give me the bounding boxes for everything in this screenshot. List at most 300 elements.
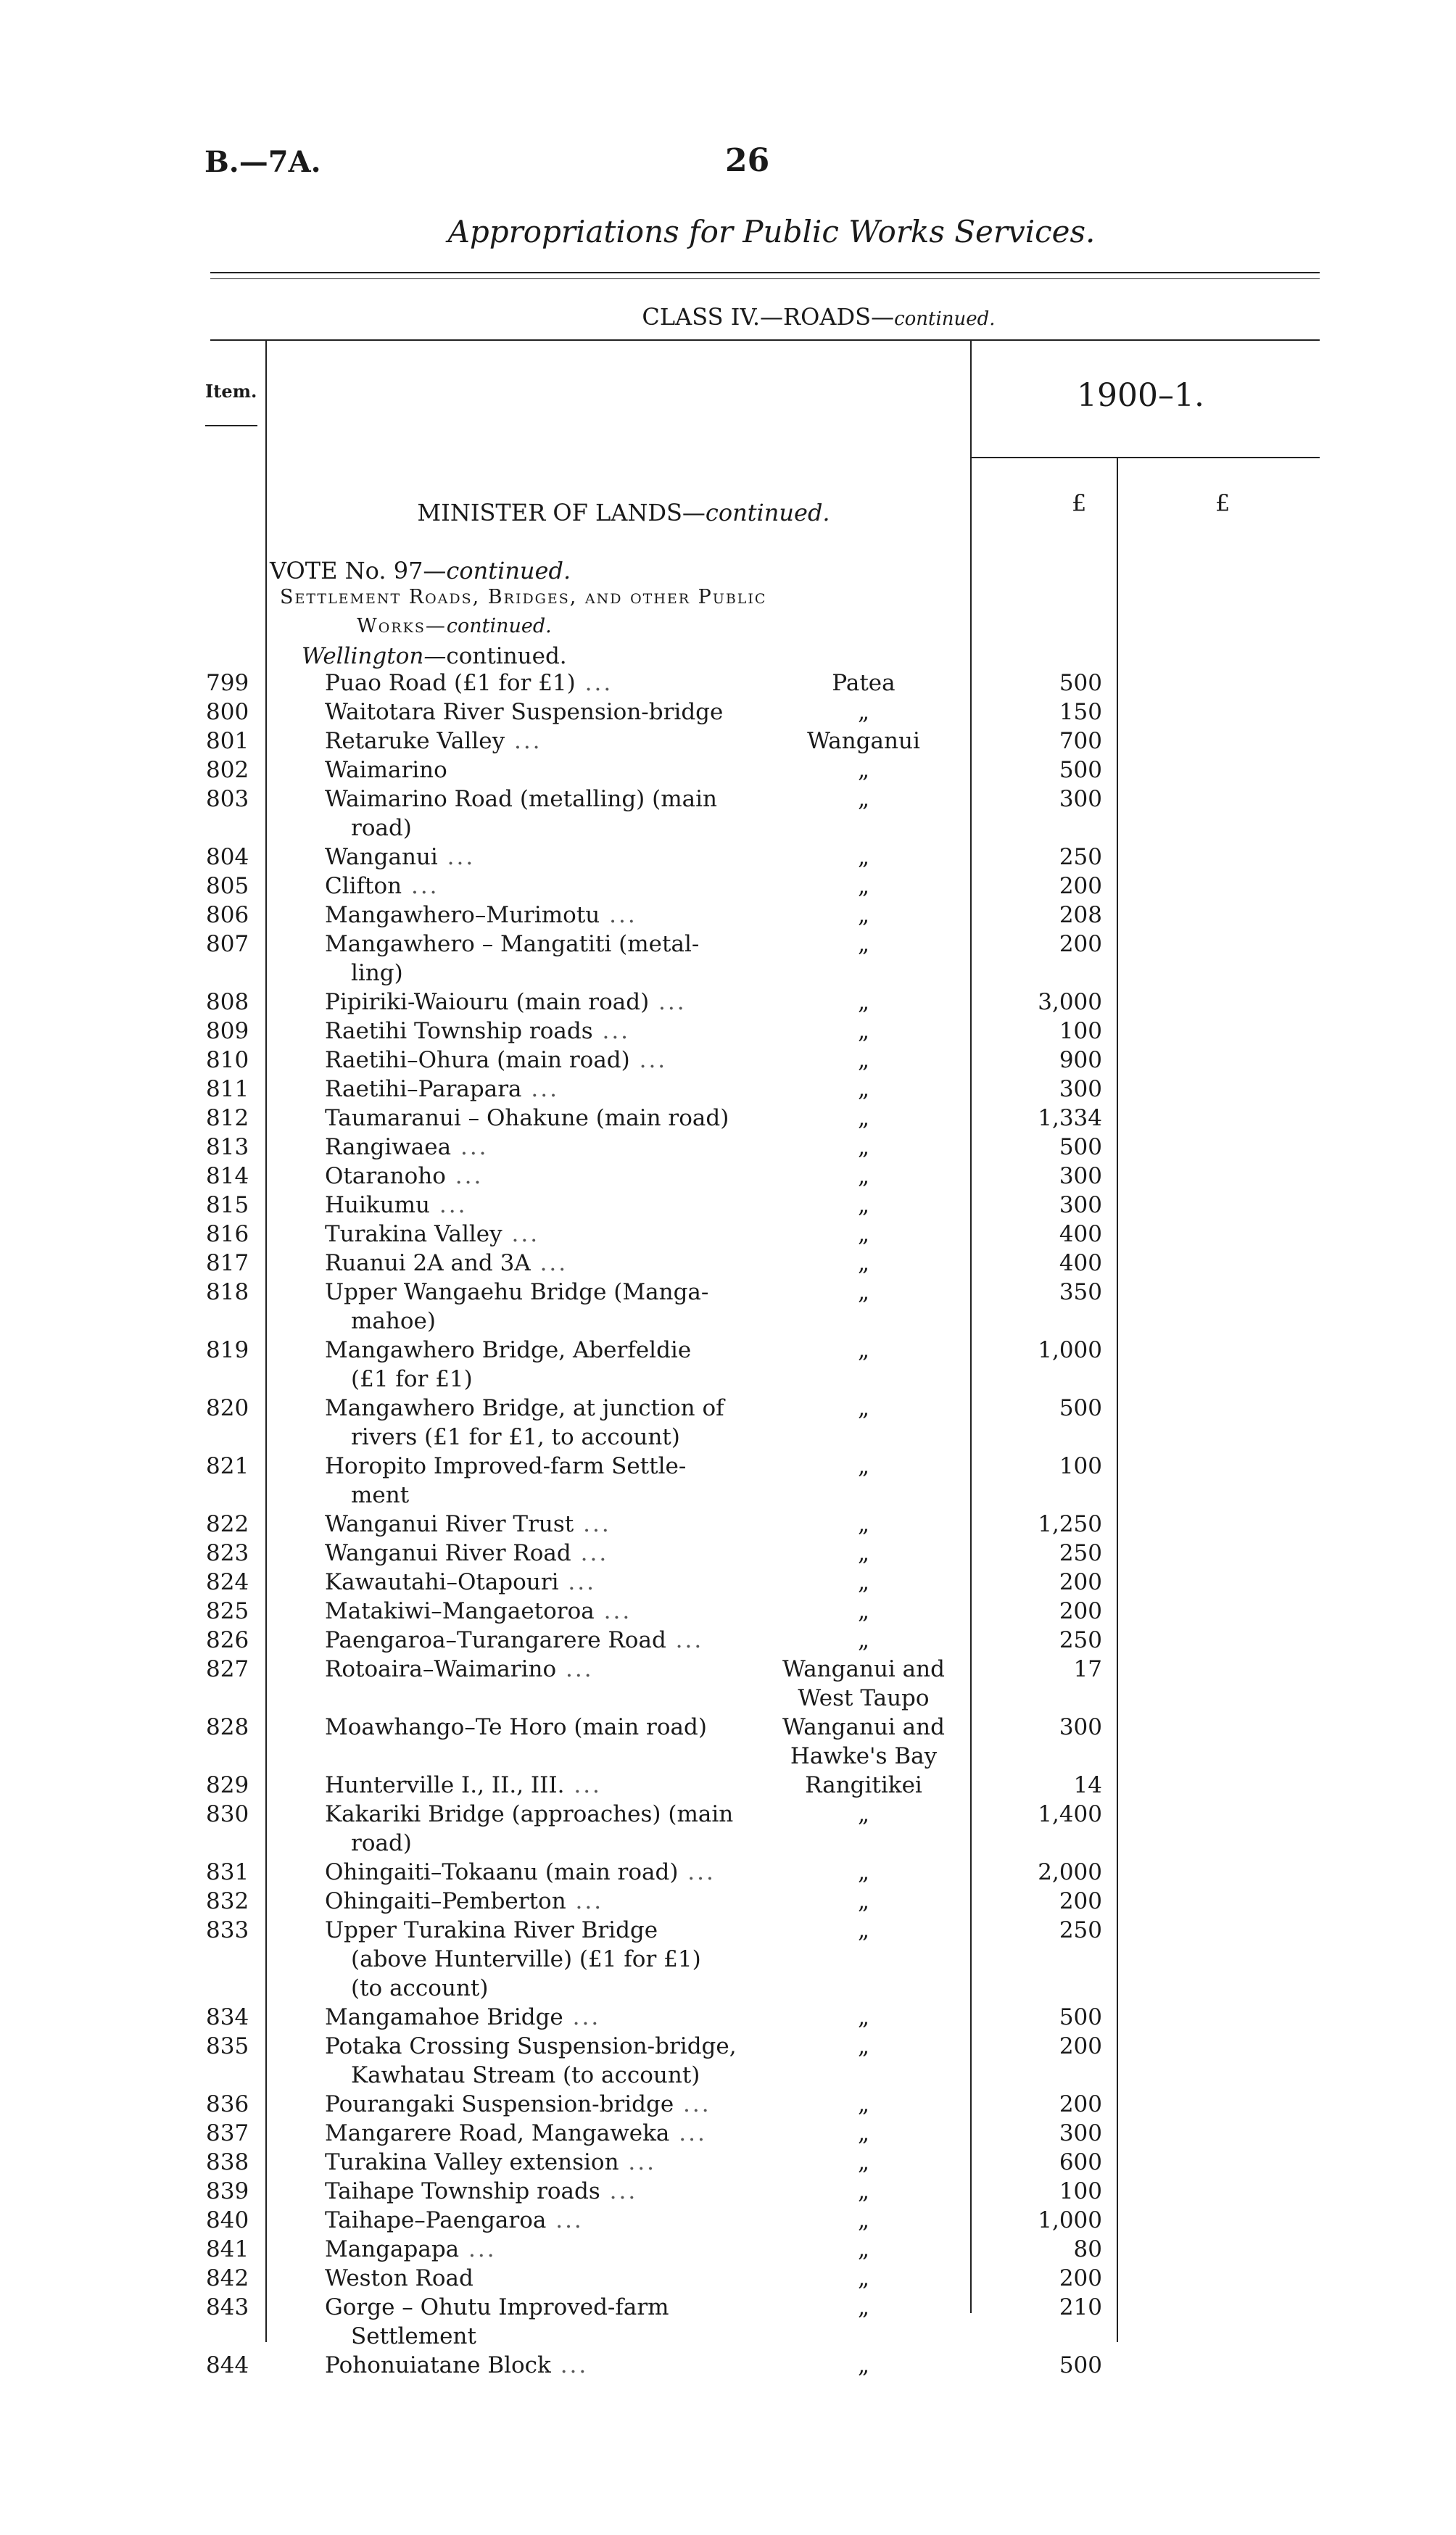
item-number: 815 bbox=[206, 1192, 249, 1218]
amount: 350 bbox=[1059, 1279, 1102, 1305]
district-line: „ bbox=[857, 2149, 870, 2175]
district-line: „ bbox=[857, 2033, 870, 2059]
description-line: Ohingaiti–Pemberton bbox=[325, 1888, 566, 1914]
district bbox=[769, 1104, 959, 1133]
district-line: „ bbox=[857, 1540, 870, 1566]
district bbox=[769, 2351, 959, 2380]
district bbox=[769, 2032, 959, 2061]
item-description bbox=[325, 1336, 767, 1394]
year-underline bbox=[970, 457, 1320, 458]
leader-dots: ... bbox=[669, 2120, 707, 2146]
report-code: B.—7A. bbox=[204, 145, 321, 179]
district bbox=[769, 1916, 959, 1945]
item-description bbox=[325, 2119, 767, 2148]
district bbox=[769, 1336, 959, 1365]
item-description bbox=[325, 1452, 767, 1510]
leader-dots: ... bbox=[674, 2091, 711, 2117]
leader-dots: ... bbox=[592, 1018, 631, 1044]
description-line: Mangawhero Bridge, at junction of bbox=[325, 1395, 724, 1421]
district bbox=[769, 1278, 959, 1307]
leader-dots: ... bbox=[550, 2352, 589, 2378]
amount: 200 bbox=[1059, 873, 1102, 899]
description-line: Weston Road bbox=[325, 2265, 473, 2291]
amount: 208 bbox=[1059, 902, 1102, 928]
description-line: Ruanui 2A and 3A bbox=[325, 1250, 531, 1276]
description-line: Paengaroa–Turangarere Road bbox=[325, 1627, 666, 1653]
district-line: „ bbox=[857, 786, 870, 812]
item-number: 822 bbox=[206, 1511, 249, 1537]
district-line: „ bbox=[857, 1917, 870, 1943]
description-line: Waitotara River Suspension-bridge bbox=[325, 699, 724, 725]
item-description bbox=[325, 2032, 767, 2090]
district bbox=[769, 669, 959, 698]
item-number: 826 bbox=[206, 1627, 249, 1653]
district bbox=[769, 2264, 959, 2293]
leader-dots: ... bbox=[619, 2149, 656, 2175]
leader-dots: ... bbox=[600, 2178, 638, 2204]
item-number: 844 bbox=[206, 2352, 249, 2378]
description-line: Pohonuiatane Block bbox=[325, 2352, 551, 2378]
item-description bbox=[325, 1655, 767, 1684]
item-description bbox=[325, 1162, 767, 1191]
description-line: (to account) bbox=[351, 1975, 489, 2001]
amount: 1,000 bbox=[1038, 1337, 1102, 1363]
item-description bbox=[325, 1626, 767, 1655]
amount: 200 bbox=[1059, 1888, 1102, 1914]
description-line: ling) bbox=[351, 960, 403, 986]
item-number: 810 bbox=[206, 1047, 249, 1073]
amount: 400 bbox=[1059, 1221, 1102, 1247]
district-line: „ bbox=[857, 1076, 870, 1102]
amount: 14 bbox=[1073, 1772, 1102, 1798]
description-line: Kawautahi–Otapouri bbox=[325, 1569, 559, 1595]
leader-dots: ... bbox=[530, 1250, 568, 1276]
item-number: 802 bbox=[206, 757, 249, 783]
district bbox=[769, 1510, 959, 1539]
item-description bbox=[325, 2235, 767, 2264]
amount: 300 bbox=[1059, 1192, 1102, 1218]
district bbox=[769, 1075, 959, 1104]
amount: 250 bbox=[1059, 844, 1102, 870]
amount: 300 bbox=[1059, 2120, 1102, 2146]
description-line: Raetihi Township roads bbox=[325, 1018, 593, 1044]
district bbox=[769, 727, 959, 756]
amount: 200 bbox=[1059, 1598, 1102, 1624]
description-line: mahoe) bbox=[351, 1308, 436, 1334]
item-description bbox=[325, 872, 767, 901]
district-line: „ bbox=[857, 1163, 870, 1189]
district-line: „ bbox=[857, 2120, 870, 2146]
district bbox=[769, 872, 959, 901]
description-line: Clifton bbox=[325, 873, 402, 899]
district-line: „ bbox=[857, 2091, 870, 2117]
district-line: „ bbox=[857, 2207, 870, 2233]
item-number: 834 bbox=[206, 2004, 249, 2030]
amount: 300 bbox=[1059, 1163, 1102, 1189]
leader-dots: ... bbox=[556, 1656, 594, 1682]
item-description bbox=[325, 1046, 767, 1075]
item-number: 816 bbox=[206, 1221, 249, 1247]
item-description bbox=[325, 1771, 767, 1800]
region-suffix: continued. bbox=[446, 643, 567, 669]
item-description bbox=[325, 901, 767, 930]
district bbox=[769, 1452, 959, 1481]
leader-dots: ... bbox=[649, 989, 687, 1015]
item-number: 804 bbox=[206, 844, 249, 870]
leader-dots: ... bbox=[571, 1540, 609, 1566]
leader-dots: ... bbox=[451, 1134, 489, 1160]
item-description bbox=[325, 1017, 767, 1046]
district-line: „ bbox=[857, 1511, 870, 1537]
description-line: Rotoaira–Waimarino bbox=[325, 1656, 557, 1682]
item-number: 829 bbox=[206, 1772, 249, 1798]
description-line: Matakiwi–Mangaetoroa bbox=[325, 1598, 595, 1624]
amount: 100 bbox=[1059, 1018, 1102, 1044]
district-line: „ bbox=[857, 1337, 870, 1363]
district bbox=[769, 2206, 959, 2235]
district-line: „ bbox=[857, 989, 870, 1015]
description-line: Mangarere Road, Mangaweka bbox=[325, 2120, 670, 2146]
district-line: „ bbox=[857, 1279, 870, 1305]
district-line: Patea bbox=[832, 670, 895, 696]
item-number: 820 bbox=[206, 1395, 249, 1421]
item-number: 840 bbox=[206, 2207, 249, 2233]
item-description bbox=[325, 2206, 767, 2235]
amount: 100 bbox=[1059, 2178, 1102, 2204]
item-number: 814 bbox=[206, 1163, 249, 1189]
currency-symbol-left: £ bbox=[1072, 489, 1087, 517]
class-title-suffix: continued. bbox=[894, 308, 996, 330]
description-line: road) bbox=[351, 815, 412, 841]
description-line: Wanganui bbox=[325, 844, 438, 870]
district-line: „ bbox=[857, 902, 870, 928]
vote-label: VOTE No. 97— bbox=[270, 557, 447, 584]
item-description bbox=[325, 1916, 767, 2003]
item-number: 809 bbox=[206, 1018, 249, 1044]
item-description bbox=[325, 1104, 767, 1133]
district bbox=[769, 1046, 959, 1075]
item-description bbox=[325, 1133, 767, 1162]
district-line: „ bbox=[857, 1453, 870, 1479]
item-number: 824 bbox=[206, 1569, 249, 1595]
description-line: ment bbox=[351, 1482, 410, 1508]
item-number: 833 bbox=[206, 1917, 249, 1943]
item-description bbox=[325, 1887, 767, 1916]
leader-dots: ... bbox=[558, 1569, 596, 1595]
district-line: „ bbox=[857, 873, 870, 899]
district-line: „ bbox=[857, 1047, 870, 1073]
amount: 600 bbox=[1059, 2149, 1102, 2175]
amount: 150 bbox=[1059, 699, 1102, 725]
description-line: Taihape Township roads bbox=[325, 2178, 600, 2204]
description-line: Turakina Valley extension bbox=[325, 2149, 619, 2175]
district-line: „ bbox=[857, 2352, 870, 2378]
item-number: 821 bbox=[206, 1453, 249, 1479]
amount: 250 bbox=[1059, 1917, 1102, 1943]
item-description bbox=[325, 698, 767, 727]
district-line: Rangitikei bbox=[805, 1772, 922, 1798]
district-line: „ bbox=[857, 2265, 870, 2291]
description-line: Otaranoho bbox=[325, 1163, 446, 1189]
settlement-suffix: continued. bbox=[446, 615, 552, 637]
leader-dots: ... bbox=[575, 670, 613, 696]
district-line: „ bbox=[857, 2294, 870, 2320]
district bbox=[769, 1220, 959, 1249]
amount: 210 bbox=[1059, 2294, 1102, 2320]
description-line: (above Hunterville) (£1 for £1) bbox=[351, 1946, 701, 1972]
district bbox=[769, 2148, 959, 2177]
district bbox=[769, 1017, 959, 1046]
item-description bbox=[325, 1510, 767, 1539]
item-number: 830 bbox=[206, 1801, 249, 1827]
leader-dots: ... bbox=[505, 728, 542, 754]
description-line: Upper Wangaehu Bridge (Manga- bbox=[325, 1279, 709, 1305]
description-line: Waimarino bbox=[325, 757, 447, 783]
leader-dots: ... bbox=[629, 1047, 668, 1073]
settlement-label: Works— bbox=[357, 615, 447, 637]
item-number: 811 bbox=[206, 1076, 249, 1102]
leader-dots: ... bbox=[521, 1076, 559, 1102]
amount: 100 bbox=[1059, 1453, 1102, 1479]
item-number: 842 bbox=[206, 2265, 249, 2291]
district bbox=[769, 2235, 959, 2264]
amount: 200 bbox=[1059, 931, 1102, 957]
item-description bbox=[325, 1597, 767, 1626]
item-number: 803 bbox=[206, 786, 249, 812]
description-line: Pipiriki-Waiouru (main road) bbox=[325, 989, 650, 1015]
district-line: „ bbox=[857, 2236, 870, 2262]
item-description bbox=[325, 930, 767, 988]
item-number: 843 bbox=[206, 2294, 249, 2320]
leader-dots: ... bbox=[563, 2004, 601, 2030]
region-label: Wellington— bbox=[302, 643, 447, 669]
district-line: „ bbox=[857, 1134, 870, 1160]
description-line: Wanganui River Trust bbox=[325, 1511, 574, 1537]
district-line: „ bbox=[857, 1801, 870, 1827]
leader-dots: ... bbox=[666, 1627, 704, 1653]
amount: 300 bbox=[1059, 1076, 1102, 1102]
item-head-underline bbox=[205, 425, 257, 426]
leader-dots: ... bbox=[566, 1888, 604, 1914]
amount: 250 bbox=[1059, 1540, 1102, 1566]
description-line: Mangamahoe Bridge bbox=[325, 2004, 563, 2030]
description-line: Potaka Crossing Suspension-bridge, bbox=[325, 2033, 737, 2059]
item-number: 817 bbox=[206, 1250, 249, 1276]
amount: 300 bbox=[1059, 1714, 1102, 1740]
amount: 400 bbox=[1059, 1250, 1102, 1276]
description-line: road) bbox=[351, 1830, 412, 1856]
item-description bbox=[325, 1568, 767, 1597]
item-description bbox=[325, 1191, 767, 1220]
minister-heading bbox=[0, 499, 972, 526]
district-line: „ bbox=[857, 844, 870, 870]
leader-dots: ... bbox=[445, 1163, 484, 1189]
amount: 500 bbox=[1059, 2004, 1102, 2030]
district bbox=[769, 1655, 959, 1713]
description-line: Mangapapa bbox=[325, 2236, 460, 2262]
description-line: Upper Turakina River Bridge bbox=[325, 1917, 658, 1943]
amount: 900 bbox=[1059, 1047, 1102, 1073]
settlement-heading-line2 bbox=[357, 615, 552, 637]
description-line: Wanganui River Road bbox=[325, 1540, 571, 1566]
class-title bbox=[0, 303, 1456, 331]
leader-dots: ... bbox=[502, 1221, 540, 1247]
district bbox=[769, 1713, 959, 1771]
description-line: rivers (£1 for £1, to account) bbox=[351, 1424, 680, 1450]
district-line: „ bbox=[857, 2178, 870, 2204]
leader-dots: ... bbox=[678, 1859, 716, 1885]
item-description bbox=[325, 2090, 767, 2119]
item-description bbox=[325, 1249, 767, 1278]
description-line: Horopito Improved-farm Settle- bbox=[325, 1453, 687, 1479]
item-description bbox=[325, 843, 767, 872]
amount: 1,400 bbox=[1038, 1801, 1102, 1827]
vote-suffix: continued. bbox=[446, 557, 571, 584]
district-line: „ bbox=[857, 1627, 870, 1653]
year-column-header: 1900–1. bbox=[1077, 377, 1204, 414]
amount: 1,000 bbox=[1038, 2207, 1102, 2233]
item-number: 839 bbox=[206, 2178, 249, 2204]
item-description bbox=[325, 669, 767, 698]
item-number: 801 bbox=[206, 728, 249, 754]
amount: 1,334 bbox=[1038, 1105, 1102, 1131]
item-number: 838 bbox=[206, 2149, 249, 2175]
item-column-header: Item. bbox=[205, 381, 257, 402]
amount: 200 bbox=[1059, 2033, 1102, 2059]
item-description bbox=[325, 988, 767, 1017]
item-description bbox=[325, 1278, 767, 1336]
district bbox=[769, 2119, 959, 2148]
district-line: „ bbox=[857, 931, 870, 957]
description-line: Huikumu bbox=[325, 1192, 431, 1218]
leader-dots: ... bbox=[402, 873, 439, 899]
amount: 80 bbox=[1073, 2236, 1102, 2262]
district-line: „ bbox=[857, 1395, 870, 1421]
vote-heading bbox=[270, 557, 571, 584]
item-number: 807 bbox=[206, 931, 249, 957]
description-line: Kakariki Bridge (approaches) (main bbox=[325, 1801, 734, 1827]
description-line: Kawhatau Stream (to account) bbox=[351, 2062, 700, 2088]
district-line: „ bbox=[857, 1859, 870, 1885]
item-number: 823 bbox=[206, 1540, 249, 1566]
amount: 200 bbox=[1059, 2265, 1102, 2291]
item-number: 831 bbox=[206, 1859, 249, 1885]
district-line: „ bbox=[857, 699, 870, 725]
minister-label: MINISTER OF LANDS— bbox=[417, 499, 706, 526]
item-description bbox=[325, 2351, 767, 2380]
amount: 300 bbox=[1059, 786, 1102, 812]
district bbox=[769, 1249, 959, 1278]
item-number: 825 bbox=[206, 1598, 249, 1624]
top-rule-1 bbox=[210, 272, 1320, 273]
item-number: 813 bbox=[206, 1134, 249, 1160]
district bbox=[769, 1539, 959, 1568]
item-number: 799 bbox=[206, 670, 249, 696]
item-description bbox=[325, 2003, 767, 2032]
amount: 3,000 bbox=[1038, 989, 1102, 1015]
class-title-main: CLASS IV.—ROADS— bbox=[642, 303, 895, 331]
amount: 17 bbox=[1073, 1656, 1102, 1682]
district bbox=[769, 988, 959, 1017]
item-number: 819 bbox=[206, 1337, 249, 1363]
description-line: Taumaranui – Ohakune (main road) bbox=[325, 1105, 729, 1131]
description-line: Raetihi–Ohura (main road) bbox=[325, 1047, 630, 1073]
item-description bbox=[325, 2148, 767, 2177]
item-description bbox=[325, 1713, 767, 1742]
district-line: Wanganui and bbox=[782, 1656, 945, 1682]
item-description bbox=[325, 1220, 767, 1249]
description-line: Mangawhero – Mangatiti (metal- bbox=[325, 931, 700, 957]
district bbox=[769, 1626, 959, 1655]
district bbox=[769, 1858, 959, 1887]
district-line: Wanganui bbox=[807, 728, 920, 754]
description-line: Gorge – Ohutu Improved-farm bbox=[325, 2294, 669, 2320]
amount: 200 bbox=[1059, 2091, 1102, 2117]
district-line: West Taupo bbox=[798, 1685, 930, 1711]
district-line: „ bbox=[857, 1221, 870, 1247]
page-number: 26 bbox=[725, 142, 770, 179]
district bbox=[769, 1394, 959, 1423]
district bbox=[769, 756, 959, 785]
description-line: Raetihi–Parapara bbox=[325, 1076, 522, 1102]
region-heading bbox=[302, 643, 567, 669]
district bbox=[769, 2090, 959, 2119]
district-line: „ bbox=[857, 2004, 870, 2030]
leader-dots: ... bbox=[546, 2207, 584, 2233]
item-number: 805 bbox=[206, 873, 249, 899]
item-number: 808 bbox=[206, 989, 249, 1015]
item-description bbox=[325, 785, 767, 843]
top-rule-2 bbox=[210, 278, 1320, 279]
leader-dots: ... bbox=[600, 902, 637, 928]
item-description bbox=[325, 756, 767, 785]
description-line: Moawhango–Te Horo (main road) bbox=[325, 1714, 707, 1740]
description-line: Puao Road (£1 for £1) bbox=[325, 670, 576, 696]
class-rule bbox=[210, 339, 1320, 341]
amount: 2,000 bbox=[1038, 1859, 1102, 1885]
district bbox=[769, 1133, 959, 1162]
item-description bbox=[325, 2293, 767, 2351]
district bbox=[769, 1597, 959, 1626]
district-line: Wanganui and bbox=[782, 1714, 945, 1740]
item-number: 841 bbox=[206, 2236, 249, 2262]
district bbox=[769, 1771, 959, 1800]
description-line: Ohingaiti–Tokaanu (main road) bbox=[325, 1859, 679, 1885]
leader-dots: ... bbox=[574, 1511, 611, 1537]
district-line: „ bbox=[857, 757, 870, 783]
page-title: Appropriations for Public Works Services. bbox=[447, 214, 1096, 249]
amount: 1,250 bbox=[1038, 1511, 1102, 1537]
item-description bbox=[325, 1539, 767, 1568]
amount: 500 bbox=[1059, 1134, 1102, 1160]
leader-dots: ... bbox=[594, 1598, 632, 1624]
item-number: 835 bbox=[206, 2033, 249, 2059]
item-number: 812 bbox=[206, 1105, 249, 1131]
district bbox=[769, 698, 959, 727]
description-line: Taihape–Paengaroa bbox=[325, 2207, 547, 2233]
currency-symbol-right: £ bbox=[1215, 489, 1230, 517]
district-line: „ bbox=[857, 1105, 870, 1131]
amount: 500 bbox=[1059, 1395, 1102, 1421]
item-number: 832 bbox=[206, 1888, 249, 1914]
leader-dots: ... bbox=[437, 844, 476, 870]
leader-dots: ... bbox=[459, 2236, 497, 2262]
amount: 250 bbox=[1059, 1627, 1102, 1653]
minister-suffix: continued. bbox=[705, 499, 830, 526]
amount: 500 bbox=[1059, 757, 1102, 783]
description-line: Retaruke Valley bbox=[325, 728, 505, 754]
leader-dots: ... bbox=[564, 1772, 602, 1798]
